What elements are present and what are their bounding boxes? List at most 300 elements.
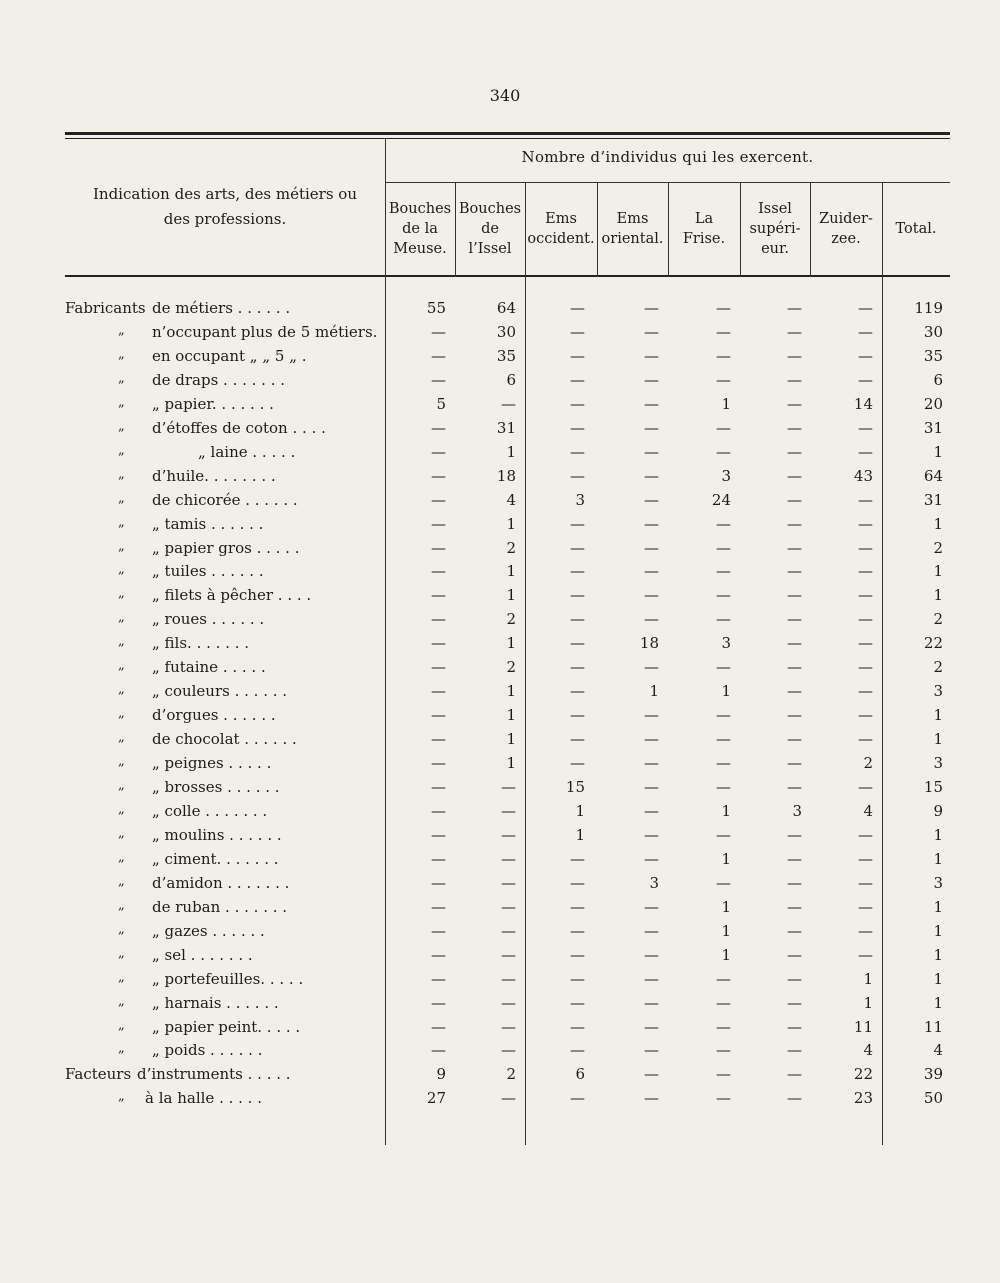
table-cell: — bbox=[570, 538, 585, 557]
table-cell: — bbox=[644, 921, 659, 940]
table-cell: — bbox=[644, 897, 659, 916]
row-prefix: „ bbox=[118, 322, 125, 338]
table-cell: — bbox=[644, 610, 659, 629]
table-cell: 119 bbox=[914, 299, 943, 317]
table-cell: — bbox=[501, 969, 516, 988]
row-prefix: „ bbox=[118, 706, 125, 722]
table-cell: 15 bbox=[923, 778, 943, 796]
table-cell: — bbox=[431, 1041, 446, 1060]
table-cell: — bbox=[787, 873, 802, 892]
page-number: 340 bbox=[489, 86, 521, 105]
table-cell: — bbox=[787, 466, 802, 485]
table-cell: — bbox=[570, 658, 585, 677]
table-cell: — bbox=[858, 921, 873, 940]
table-cell: — bbox=[431, 873, 446, 892]
row-prefix: „ bbox=[118, 921, 125, 937]
table-cell: — bbox=[787, 586, 802, 605]
table-cell: 18 bbox=[639, 634, 659, 653]
table-cell: — bbox=[858, 706, 873, 725]
table-cell: 1 bbox=[721, 921, 731, 940]
table-cell: — bbox=[858, 322, 873, 341]
table-cell: — bbox=[787, 514, 802, 533]
row-label: „ moulins . . . . . . bbox=[152, 825, 282, 844]
row-prefix: „ bbox=[118, 754, 125, 770]
table-cell: 39 bbox=[923, 1065, 943, 1084]
table-cell: — bbox=[716, 778, 731, 796]
table-cell: — bbox=[501, 921, 516, 940]
table-cell: — bbox=[501, 849, 516, 868]
table-cell: 1 bbox=[721, 945, 731, 964]
table-cell: 50 bbox=[923, 1089, 943, 1108]
table-cell: 2 bbox=[933, 658, 943, 677]
table-cell: — bbox=[501, 825, 516, 844]
column-header bbox=[597, 188, 668, 270]
table-cell: — bbox=[644, 1065, 659, 1084]
table-cell: — bbox=[787, 1017, 802, 1036]
table-cell: 3 bbox=[575, 490, 585, 509]
table-cell: — bbox=[858, 634, 873, 653]
table-cell: — bbox=[858, 370, 873, 389]
column-header-line: Ems bbox=[616, 211, 649, 227]
table-cell: 1 bbox=[575, 825, 585, 844]
table-row bbox=[0, 562, 1000, 586]
table-cell: 1 bbox=[933, 945, 943, 964]
table-row bbox=[0, 491, 1000, 515]
table-cell: — bbox=[431, 754, 446, 773]
row-prefix: „ bbox=[118, 610, 125, 626]
table-cell: — bbox=[716, 1041, 731, 1060]
table-cell: — bbox=[431, 1017, 446, 1036]
row-label: „ peignes . . . . . bbox=[152, 754, 272, 773]
table-cell: 15 bbox=[565, 778, 585, 796]
table-cell: 1 bbox=[506, 514, 516, 533]
table-cell: — bbox=[570, 562, 585, 581]
table-cell: — bbox=[644, 370, 659, 389]
table-cell: — bbox=[787, 299, 802, 317]
table-cell: — bbox=[570, 394, 585, 413]
table-row bbox=[0, 467, 1000, 491]
table-cell: — bbox=[787, 993, 802, 1012]
table-cell: 22 bbox=[923, 634, 943, 653]
row-prefix: „ bbox=[118, 490, 125, 506]
table-cell: — bbox=[570, 346, 585, 365]
column-header-line: Meuse. bbox=[393, 241, 447, 257]
row-prefix: „ bbox=[118, 993, 125, 1009]
row-label: à la halle . . . . . bbox=[145, 1089, 262, 1108]
table-cell: 1 bbox=[721, 849, 731, 868]
table-cell: 11 bbox=[853, 1017, 873, 1036]
table-cell: — bbox=[787, 490, 802, 509]
table-cell: 30 bbox=[496, 322, 516, 341]
row-prefix: „ bbox=[118, 634, 125, 650]
table-cell: — bbox=[716, 514, 731, 533]
row-prefix: „ bbox=[118, 825, 125, 841]
table-cell: — bbox=[716, 562, 731, 581]
table-cell: — bbox=[644, 514, 659, 533]
table-cell: 1 bbox=[933, 921, 943, 940]
table-cell: — bbox=[570, 586, 585, 605]
table-cell: 9 bbox=[933, 801, 943, 820]
row-label: „ fils. . . . . . . bbox=[152, 634, 250, 653]
table-cell: 14 bbox=[853, 394, 873, 413]
table-cell: — bbox=[644, 993, 659, 1012]
table-cell: 4 bbox=[933, 1041, 943, 1060]
label-column-header bbox=[65, 182, 385, 232]
table-row bbox=[0, 658, 1000, 682]
table-cell: — bbox=[431, 730, 446, 749]
table-row bbox=[0, 299, 1000, 323]
row-prefix: „ bbox=[118, 370, 125, 386]
table-cell: — bbox=[787, 706, 802, 725]
table-cell: — bbox=[787, 538, 802, 557]
table-cell: 9 bbox=[436, 1065, 446, 1084]
table-row bbox=[0, 778, 1000, 802]
table-cell: — bbox=[431, 466, 446, 485]
row-prefix: „ bbox=[118, 849, 125, 865]
table-cell: — bbox=[570, 969, 585, 988]
table-cell: 1 bbox=[506, 730, 516, 749]
table-cell: 3 bbox=[721, 466, 731, 485]
table-cell: 6 bbox=[506, 370, 516, 389]
table-cell: — bbox=[858, 778, 873, 796]
column-header-line: zee. bbox=[831, 231, 861, 247]
table-cell: — bbox=[858, 730, 873, 749]
table-cell: 1 bbox=[933, 825, 943, 844]
row-label: „ tuiles . . . . . . bbox=[152, 562, 264, 581]
table-row bbox=[0, 634, 1000, 658]
table-cell: — bbox=[716, 322, 731, 341]
table-cell: 35 bbox=[496, 346, 516, 365]
table-cell: — bbox=[787, 1041, 802, 1060]
row-prefix: „ bbox=[118, 778, 125, 793]
table-cell: — bbox=[570, 897, 585, 916]
table-cell: — bbox=[787, 370, 802, 389]
table-cell: 2 bbox=[506, 658, 516, 677]
table-cell: — bbox=[431, 706, 446, 725]
table-cell: — bbox=[716, 658, 731, 677]
table-cell: — bbox=[858, 346, 873, 365]
table-cell: — bbox=[431, 490, 446, 509]
table-cell: 1 bbox=[506, 634, 516, 653]
row-prefix: „ bbox=[118, 562, 125, 578]
table-cell: 64 bbox=[923, 466, 943, 485]
column-header-line: eur. bbox=[761, 241, 789, 257]
table-cell: — bbox=[716, 825, 731, 844]
table-cell: — bbox=[787, 394, 802, 413]
row-label: de métiers . . . . . . bbox=[152, 299, 291, 317]
table-cell: — bbox=[716, 418, 731, 437]
table-cell: — bbox=[431, 849, 446, 868]
table-cell: — bbox=[644, 562, 659, 581]
table-cell: — bbox=[431, 969, 446, 988]
table-cell: — bbox=[858, 873, 873, 892]
table-cell: — bbox=[716, 993, 731, 1012]
table-row bbox=[0, 970, 1000, 994]
table-cell: 43 bbox=[853, 466, 873, 485]
table-cell: 2 bbox=[933, 538, 943, 557]
table-cell: — bbox=[716, 969, 731, 988]
row-prefix: „ bbox=[118, 442, 125, 458]
table-cell: — bbox=[644, 538, 659, 557]
table-row bbox=[0, 1065, 1000, 1089]
table-cell: — bbox=[501, 801, 516, 820]
row-prefix: „ bbox=[118, 538, 125, 554]
table-cell: 1 bbox=[933, 586, 943, 605]
row-prefix: „ bbox=[118, 1017, 125, 1033]
table-cell: — bbox=[787, 969, 802, 988]
table-cell: 2 bbox=[506, 610, 516, 629]
group-header: Nombre d’individus qui les exercent. bbox=[521, 148, 814, 166]
table-cell: 6 bbox=[575, 1065, 585, 1084]
table-cell: — bbox=[501, 945, 516, 964]
table-cell: — bbox=[570, 610, 585, 629]
table-cell: — bbox=[858, 825, 873, 844]
label-header-line: des professions. bbox=[163, 210, 287, 228]
table-cell: — bbox=[570, 370, 585, 389]
table-cell: — bbox=[501, 873, 516, 892]
table-row bbox=[0, 395, 1000, 419]
table-cell: — bbox=[716, 442, 731, 461]
table-cell: — bbox=[787, 682, 802, 701]
table-cell: — bbox=[858, 945, 873, 964]
table-cell: — bbox=[431, 346, 446, 365]
row-label: „ ciment. . . . . . . bbox=[152, 849, 279, 868]
table-row bbox=[0, 682, 1000, 706]
table-cell: 64 bbox=[496, 299, 516, 317]
row-label: „ harnais . . . . . . bbox=[152, 993, 279, 1012]
table-cell: — bbox=[787, 634, 802, 653]
table-cell: — bbox=[716, 754, 731, 773]
table-cell: — bbox=[787, 825, 802, 844]
table-row bbox=[0, 443, 1000, 467]
table-row bbox=[0, 898, 1000, 922]
table-cell: — bbox=[716, 346, 731, 365]
table-cell: — bbox=[787, 754, 802, 773]
table-cell: 3 bbox=[933, 873, 943, 892]
table-cell: — bbox=[570, 1017, 585, 1036]
table-cell: — bbox=[644, 849, 659, 868]
table-cell: — bbox=[644, 658, 659, 677]
row-prefix: „ bbox=[118, 658, 125, 674]
table-cell: 3 bbox=[721, 634, 731, 653]
table-cell: 18 bbox=[496, 466, 516, 485]
table-cell: — bbox=[858, 442, 873, 461]
table-cell: — bbox=[501, 1041, 516, 1060]
table-cell: 1 bbox=[933, 730, 943, 749]
table-row bbox=[0, 850, 1000, 874]
table-cell: 3 bbox=[933, 754, 943, 773]
table-cell: — bbox=[431, 682, 446, 701]
row-label: n’occupant plus de 5 métiers. bbox=[152, 322, 378, 341]
table-cell: 20 bbox=[923, 394, 943, 413]
table-cell: 22 bbox=[853, 1065, 873, 1084]
column-header bbox=[385, 188, 455, 270]
table-cell: — bbox=[787, 778, 802, 796]
table-cell: — bbox=[644, 394, 659, 413]
row-label: de chicorée . . . . . . bbox=[152, 490, 298, 509]
top-rule-thin bbox=[65, 138, 950, 139]
table-cell: — bbox=[716, 586, 731, 605]
row-label: „ filets à pêcher . . . . bbox=[152, 586, 312, 605]
table-row bbox=[0, 1089, 1000, 1113]
table-cell: — bbox=[570, 706, 585, 725]
table-cell: — bbox=[787, 562, 802, 581]
table-cell: — bbox=[716, 730, 731, 749]
table-cell: — bbox=[716, 1065, 731, 1084]
table-cell: — bbox=[787, 610, 802, 629]
table-cell: — bbox=[431, 993, 446, 1012]
table-row bbox=[0, 826, 1000, 850]
table-cell: — bbox=[431, 418, 446, 437]
table-cell: 2 bbox=[506, 1065, 516, 1084]
row-prefix: „ bbox=[118, 801, 125, 817]
table-cell: 1 bbox=[933, 969, 943, 988]
table-cell: — bbox=[858, 586, 873, 605]
table-cell: 11 bbox=[923, 1017, 943, 1036]
row-label: „ couleurs . . . . . . bbox=[152, 682, 288, 701]
table-cell: 1 bbox=[721, 394, 731, 413]
table-cell: — bbox=[787, 849, 802, 868]
table-cell: — bbox=[858, 562, 873, 581]
table-cell: — bbox=[787, 346, 802, 365]
table-cell: — bbox=[431, 634, 446, 653]
table-cell: — bbox=[431, 442, 446, 461]
column-header bbox=[810, 188, 882, 270]
column-header-line: occident. bbox=[527, 231, 595, 247]
table-cell: 1 bbox=[506, 706, 516, 725]
table-cell: — bbox=[787, 658, 802, 677]
table-cell: — bbox=[644, 825, 659, 844]
table-cell: — bbox=[570, 682, 585, 701]
table-cell: 30 bbox=[923, 322, 943, 341]
table-cell: 1 bbox=[933, 442, 943, 461]
table-row bbox=[0, 922, 1000, 946]
table-row bbox=[0, 1018, 1000, 1042]
table-cell: — bbox=[644, 322, 659, 341]
table-cell: — bbox=[644, 754, 659, 773]
table-cell: — bbox=[570, 921, 585, 940]
table-cell: — bbox=[570, 1041, 585, 1060]
table-cell: 2 bbox=[933, 610, 943, 629]
table-row bbox=[0, 515, 1000, 539]
row-prefix: „ bbox=[118, 897, 125, 913]
table-cell: — bbox=[787, 730, 802, 749]
column-header bbox=[740, 188, 810, 270]
row-prefix: „ bbox=[118, 466, 125, 482]
table-row bbox=[0, 539, 1000, 563]
table-cell: — bbox=[431, 514, 446, 533]
table-row bbox=[0, 586, 1000, 610]
table-cell: — bbox=[431, 825, 446, 844]
column-header-line: Bouches bbox=[458, 201, 522, 217]
table-cell: — bbox=[431, 562, 446, 581]
table-cell: — bbox=[644, 490, 659, 509]
row-prefix: Fabricants bbox=[65, 299, 146, 317]
column-header-line: Ems bbox=[545, 211, 577, 227]
table-cell: — bbox=[787, 921, 802, 940]
column-header-line: Bouches bbox=[388, 201, 452, 217]
table-row bbox=[0, 371, 1000, 395]
table-cell: — bbox=[431, 586, 446, 605]
table-cell: 1 bbox=[721, 801, 731, 820]
table-cell: — bbox=[644, 1041, 659, 1060]
row-label: „ tamis . . . . . . bbox=[152, 514, 264, 533]
table-cell: 31 bbox=[923, 418, 943, 437]
row-label: „ portefeuilles. . . . . bbox=[152, 969, 304, 988]
table-cell: — bbox=[501, 778, 516, 796]
table-cell: — bbox=[787, 418, 802, 437]
table-cell: — bbox=[501, 394, 516, 413]
table-cell: — bbox=[716, 370, 731, 389]
table-row bbox=[0, 1041, 1000, 1065]
table-cell: — bbox=[644, 1089, 659, 1108]
column-header-line: La bbox=[694, 211, 714, 227]
column-header-line: oriental. bbox=[601, 231, 664, 247]
table-cell: — bbox=[501, 1017, 516, 1036]
row-prefix: „ bbox=[118, 730, 125, 746]
table-cell: 1 bbox=[933, 514, 943, 533]
table-row bbox=[0, 730, 1000, 754]
table-cell: — bbox=[431, 538, 446, 557]
table-cell: — bbox=[787, 897, 802, 916]
table-cell: — bbox=[716, 706, 731, 725]
table-cell: — bbox=[716, 299, 731, 317]
row-label: de ruban . . . . . . . bbox=[152, 897, 288, 916]
row-prefix: „ bbox=[118, 1041, 125, 1057]
row-prefix: „ bbox=[118, 418, 125, 434]
table-cell: — bbox=[570, 322, 585, 341]
table-cell: 55 bbox=[426, 299, 446, 317]
column-header bbox=[668, 188, 740, 270]
table-row bbox=[0, 323, 1000, 347]
column-header-line: Zuider- bbox=[819, 211, 873, 227]
table-cell: — bbox=[644, 778, 659, 796]
column-header-line: de la bbox=[402, 221, 438, 237]
table-cell: 24 bbox=[711, 490, 731, 509]
table-cell: — bbox=[431, 370, 446, 389]
header-bottom-rule bbox=[65, 275, 950, 277]
column-header-line: l’Issel bbox=[468, 241, 512, 257]
table-cell: — bbox=[644, 299, 659, 317]
row-label: „ laine . . . . . bbox=[198, 442, 296, 461]
table-cell: — bbox=[644, 706, 659, 725]
table-row bbox=[0, 610, 1000, 634]
table-cell: — bbox=[858, 299, 873, 317]
row-label: d’étoffes de coton . . . . bbox=[152, 418, 326, 437]
table-cell: — bbox=[787, 442, 802, 461]
row-prefix: „ bbox=[118, 346, 125, 362]
table-cell: — bbox=[570, 442, 585, 461]
row-label: „ papier peint. . . . . bbox=[152, 1017, 301, 1036]
table-cell: — bbox=[431, 658, 446, 677]
row-label: „ brosses . . . . . . bbox=[152, 778, 280, 796]
table-cell: — bbox=[644, 730, 659, 749]
table-cell: 1 bbox=[933, 706, 943, 725]
table-cell: — bbox=[570, 418, 585, 437]
table-cell: 4 bbox=[506, 490, 516, 509]
row-prefix: „ bbox=[118, 969, 125, 985]
table-cell: — bbox=[570, 730, 585, 749]
table-cell: — bbox=[431, 921, 446, 940]
table-cell: 4 bbox=[863, 1041, 873, 1060]
table-cell: — bbox=[858, 514, 873, 533]
row-label: „ colle . . . . . . . bbox=[152, 801, 268, 820]
table-cell: 1 bbox=[506, 442, 516, 461]
row-label: d’orgues . . . . . . bbox=[152, 706, 276, 725]
table-cell: — bbox=[716, 873, 731, 892]
column-header-line: supéri- bbox=[749, 221, 801, 237]
row-prefix: „ bbox=[118, 394, 125, 410]
